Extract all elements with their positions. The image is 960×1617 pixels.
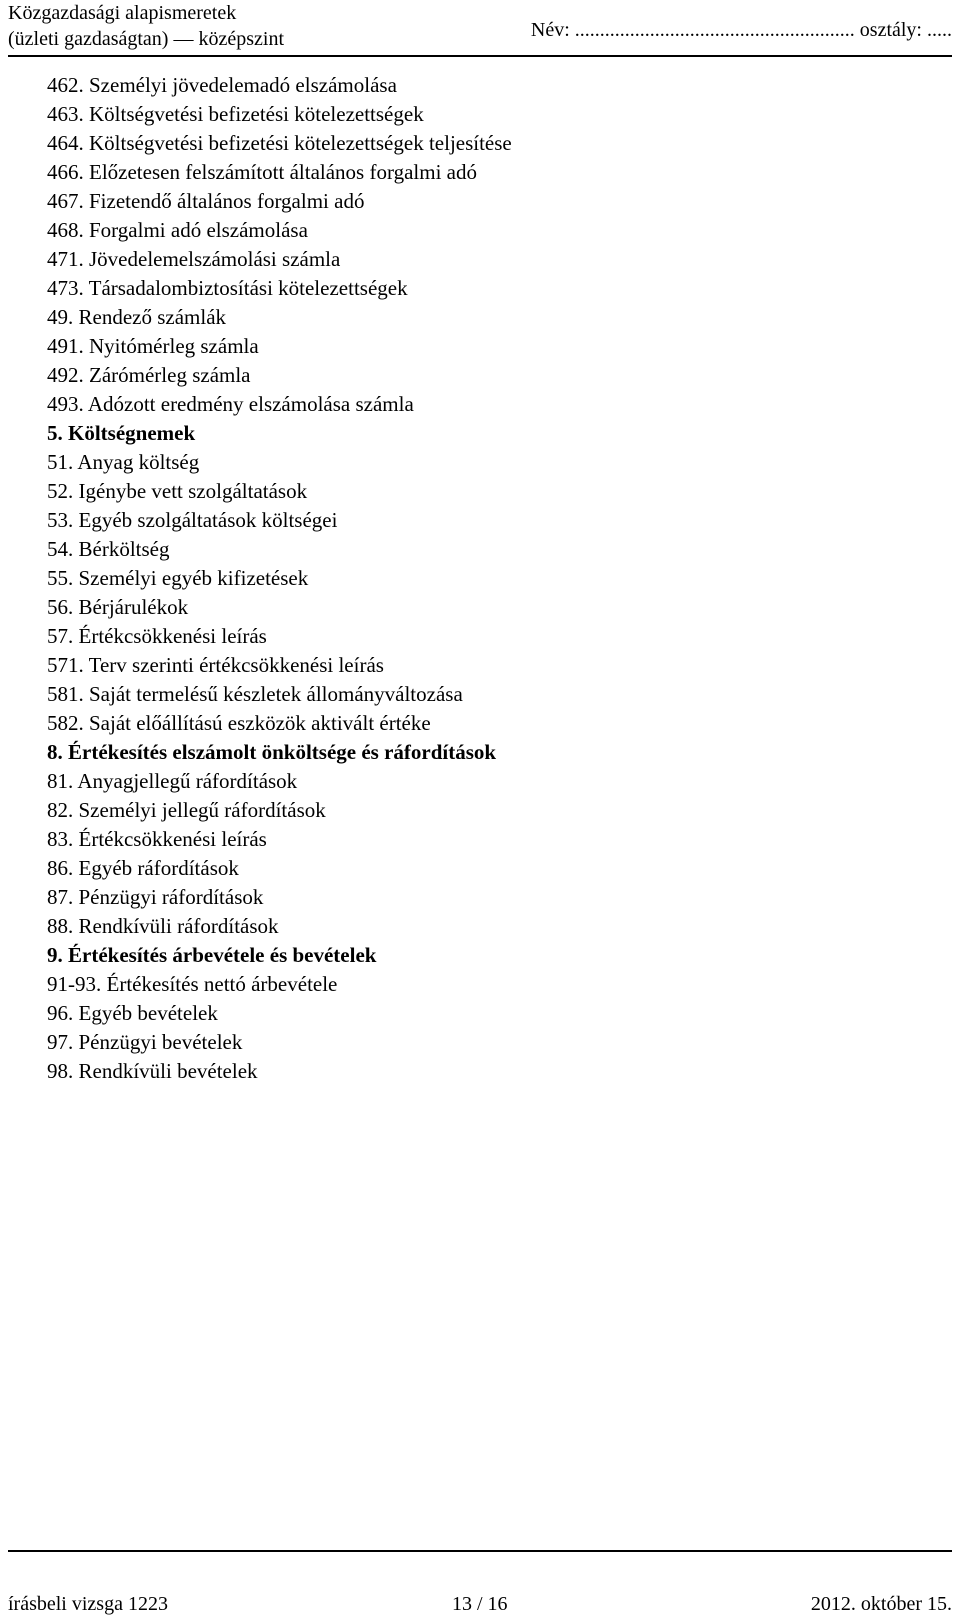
list-item: 56. Bérjárulékok: [47, 595, 189, 619]
list-item: 462. Személyi jövedelemadó elszámolása: [47, 73, 397, 97]
list-item: 463. Költségvetési befizetési kötelezettségek: [47, 102, 424, 126]
exam-code: írásbeli vizsga 1223: [8, 1593, 168, 1615]
list-item: 57. Értékcsökkenési leírás: [47, 624, 267, 648]
list-item: 464. Költségvetési befizetési kötelezettségek teljesítése: [47, 131, 512, 155]
list-item: 471. Jövedelemelszámolási számla: [47, 247, 341, 271]
exam-date: 2012. október 15.: [810, 1593, 952, 1615]
list-item: 96. Egyéb bevételek: [47, 1001, 218, 1025]
list-item: 52. Igénybe vett szolgáltatások: [47, 479, 308, 503]
section-heading: 8. Értékesítés elszámolt önköltsége és ráfordítások: [47, 740, 497, 764]
list-item: 88. Rendkívüli ráfordítások: [47, 914, 279, 938]
list-item: 571. Terv szerinti értékcsökkenési leírás: [47, 653, 384, 677]
list-item: 581. Saját termelésű készletek állományváltozása: [47, 682, 463, 706]
section-heading: 9. Értékesítés árbevétele és bevételek: [47, 943, 377, 967]
page-header: [0, 0, 960, 62]
section-heading: 5. Költségnemek: [47, 421, 196, 445]
list-item: 86. Egyéb ráfordítások: [47, 856, 239, 880]
subject-line-2: (üzleti gazdaságtan) — középszint: [8, 28, 284, 50]
list-item: 493. Adózott eredmény elszámolása számla: [47, 392, 414, 416]
list-item: 491. Nyitómérleg számla: [47, 334, 259, 358]
subject-title: [8, 0, 284, 52]
list-item: 53. Egyéb szolgáltatások költségei: [47, 508, 338, 532]
list-item: 98. Rendkívüli bevételek: [47, 1059, 258, 1083]
subject-line-1: Közgazdasági alapismeretek: [8, 2, 237, 24]
account-list: [47, 71, 927, 1086]
header-divider: [8, 55, 952, 57]
list-item: 91-93. Értékesítés nettó árbevétele: [47, 972, 338, 996]
list-item: 87. Pénzügyi ráfordítások: [47, 885, 264, 909]
list-item: 466. Előzetesen felszámított általános forgalmi adó: [47, 160, 477, 184]
list-item: 49. Rendező számlák: [47, 305, 227, 329]
list-item: 83. Értékcsökkenési leírás: [47, 827, 267, 851]
list-item: 51. Anyag költség: [47, 450, 200, 474]
list-item: 582. Saját előállítású eszközök aktivált értéke: [47, 711, 431, 735]
list-item: 468. Forgalmi adó elszámolása: [47, 218, 308, 242]
list-item: 492. Zárómérleg számla: [47, 363, 251, 387]
list-item: 54. Bérköltség: [47, 537, 170, 561]
list-item: 473. Társadalombiztosítási kötelezettségek: [47, 276, 408, 300]
list-item: 82. Személyi jellegű ráfordítások: [47, 798, 326, 822]
list-item: 467. Fizetendő általános forgalmi adó: [47, 189, 365, 213]
list-item: 97. Pénzügyi bevételek: [47, 1030, 243, 1054]
footer-divider: [8, 1550, 952, 1552]
page-number: 13 / 16: [452, 1593, 508, 1615]
list-item: 55. Személyi egyéb kifizetések: [47, 566, 309, 590]
page-footer: [0, 1591, 960, 1617]
name-class-field: Név: ........................................................ osztály: .....: [530, 19, 952, 41]
list-item: 81. Anyagjellegű ráfordítások: [47, 769, 298, 793]
